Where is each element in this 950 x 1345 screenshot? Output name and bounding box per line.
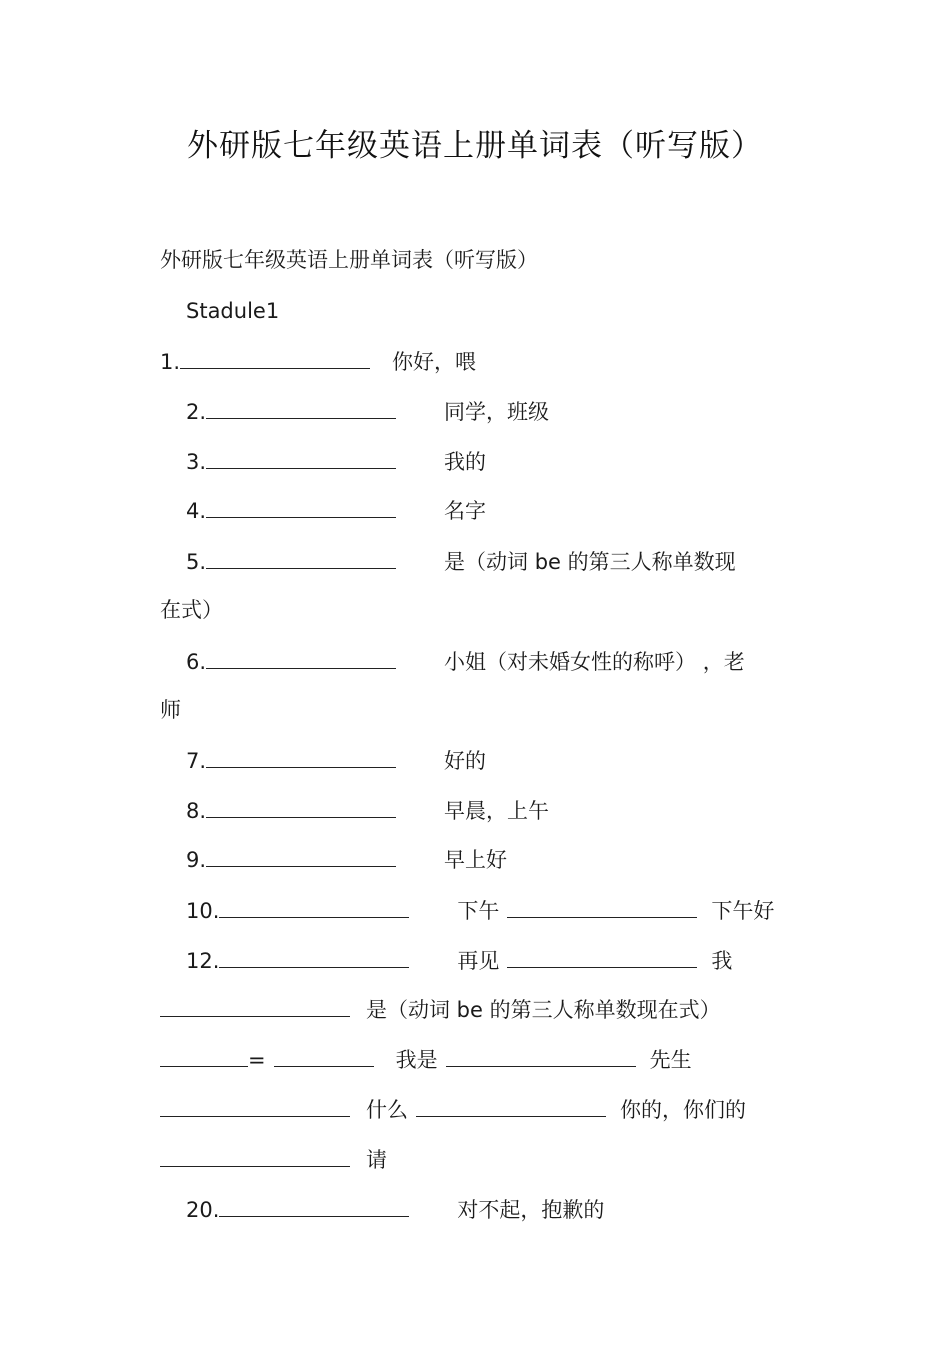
- answer-blank[interactable]: [274, 1044, 374, 1067]
- item-number: 3.: [186, 450, 207, 474]
- item-meaning: 是（动词 be 的第三人称单数现: [444, 550, 736, 574]
- answer-blank[interactable]: [206, 396, 396, 419]
- vocab-line-a: [160, 994, 721, 1024]
- item-meaning: 早上好: [444, 848, 508, 872]
- vocab-item-5-continued: 在式）: [160, 598, 223, 622]
- item-meaning: 我的: [444, 450, 487, 474]
- item-meaning: 小姐（对未婚女性的称呼） ，老: [444, 650, 745, 674]
- item-meaning: 早晨，上午: [444, 799, 550, 823]
- item-meaning: 对不起，抱歉的: [457, 1198, 605, 1222]
- item-number: 6.: [186, 650, 207, 674]
- item-meaning: 什么: [366, 1098, 408, 1122]
- answer-blank[interactable]: [206, 646, 396, 669]
- answer-blank[interactable]: [219, 1194, 409, 1217]
- item-meaning: 我是: [395, 1048, 438, 1072]
- vocab-line-d: [160, 1144, 387, 1174]
- vocab-item-8: [186, 795, 549, 825]
- answer-blank[interactable]: [160, 1144, 350, 1167]
- answer-blank[interactable]: [160, 1094, 350, 1117]
- item-meaning: 我: [711, 949, 733, 973]
- item-number: 1.: [160, 350, 181, 374]
- vocab-item-20: [186, 1194, 604, 1224]
- vocab-item-3: [186, 446, 486, 476]
- answer-blank[interactable]: [446, 1044, 636, 1067]
- item-meaning: 请: [366, 1148, 387, 1172]
- answer-blank[interactable]: [206, 546, 396, 569]
- vocab-line-b: [160, 1044, 692, 1074]
- vocab-item-7: [186, 745, 486, 775]
- answer-blank[interactable]: [206, 745, 396, 768]
- item-meaning: 是（动词 be 的第三人称单数现在式）: [366, 998, 721, 1022]
- answer-blank[interactable]: [206, 795, 396, 818]
- answer-blank[interactable]: [180, 346, 370, 369]
- vocab-item-5: [186, 546, 736, 576]
- item-number: 9.: [186, 848, 207, 872]
- item-number: 2.: [186, 400, 207, 424]
- vocab-item-10: [186, 895, 774, 925]
- item-meaning: 你的，你们的: [620, 1098, 746, 1122]
- vocab-item-6-continued: 师: [160, 698, 181, 722]
- item-number: 8.: [186, 799, 207, 823]
- item-meaning: 名字: [444, 499, 487, 523]
- vocab-item-9: [186, 844, 507, 874]
- answer-blank[interactable]: [206, 495, 396, 518]
- item-number: 20.: [186, 1198, 220, 1222]
- item-meaning: 再见: [457, 949, 500, 973]
- answer-blank[interactable]: [206, 446, 396, 469]
- item-meaning: 下午: [457, 899, 500, 923]
- vocab-item-6: [186, 646, 745, 676]
- item-number: 7.: [186, 749, 207, 773]
- answer-blank[interactable]: [507, 945, 697, 968]
- item-meaning: 你好，喂: [392, 350, 477, 374]
- item-number: 12.: [186, 949, 220, 973]
- vocab-item-1: [160, 346, 476, 376]
- vocab-item-2: [186, 396, 549, 426]
- vocab-item-4: [186, 495, 486, 525]
- item-meaning: 好的: [444, 749, 487, 773]
- answer-blank[interactable]: [160, 994, 350, 1017]
- item-meaning: 先生: [649, 1048, 692, 1072]
- item-number: 10.: [186, 899, 220, 923]
- answer-blank[interactable]: [219, 895, 409, 918]
- item-meaning: 下午好: [711, 899, 775, 923]
- item-number: 4.: [186, 499, 207, 523]
- answer-blank[interactable]: [219, 945, 409, 968]
- module-heading: Stadule1: [186, 299, 280, 323]
- item-meaning: 同学，班级: [444, 400, 550, 424]
- answer-blank[interactable]: [507, 895, 697, 918]
- answer-blank[interactable]: [416, 1094, 606, 1117]
- subtitle: 外研版七年级英语上册单词表（听写版）: [160, 248, 538, 272]
- vocab-item-12: [186, 945, 732, 975]
- answer-blank[interactable]: [160, 1044, 248, 1067]
- answer-blank[interactable]: [206, 844, 396, 867]
- equals-sign: =: [248, 1048, 266, 1072]
- document-title: 外研版七年级英语上册单词表（听写版）: [187, 128, 763, 164]
- vocab-line-c: [160, 1094, 746, 1124]
- item-number: 5.: [186, 550, 207, 574]
